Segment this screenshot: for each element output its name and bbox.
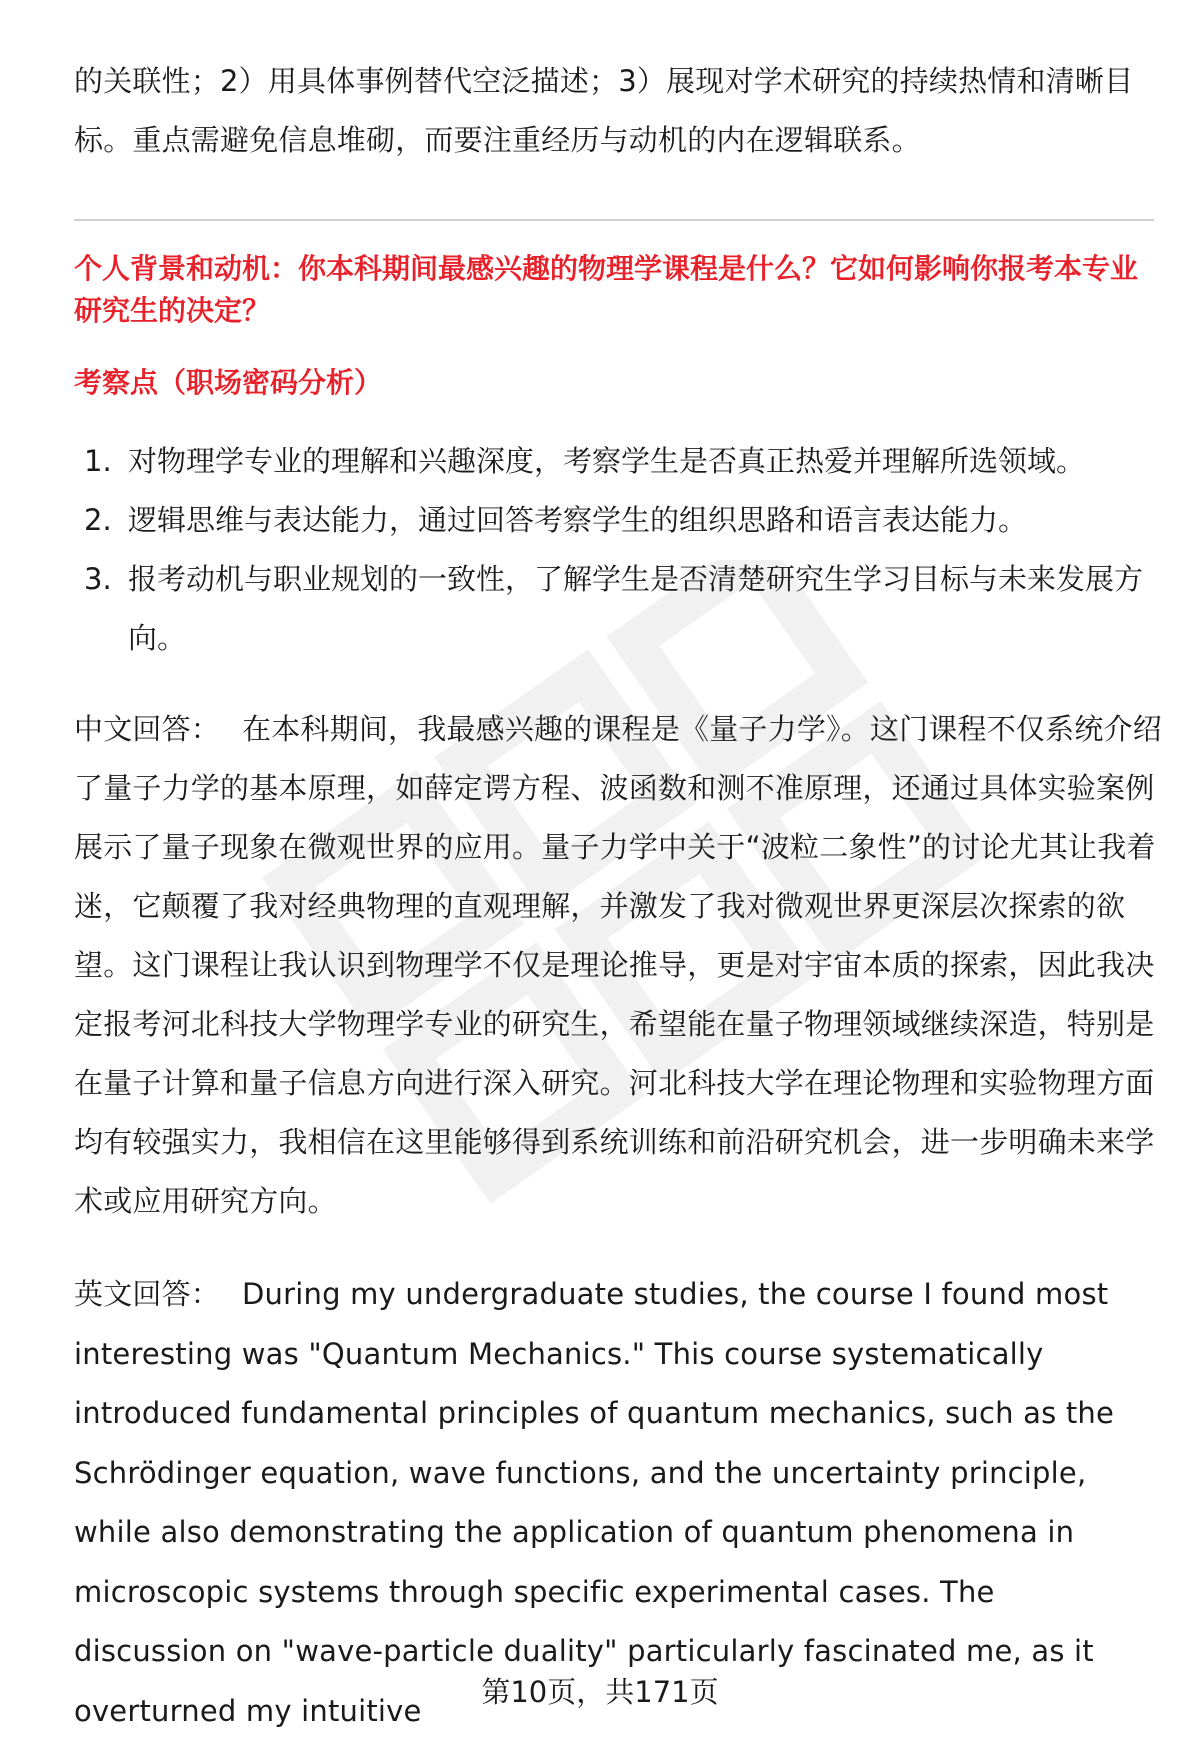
chinese-answer-label: 中文回答： — [74, 712, 221, 746]
list-item-number: 3. — [84, 562, 112, 596]
english-answer — [74, 1265, 1154, 1741]
chinese-answer — [74, 700, 1164, 1231]
list-item-text: 逻辑思维与表达能力，通过回答考察学生的组织思路和语言表达能力。 — [128, 503, 1028, 537]
list-item-number: 2. — [84, 503, 112, 537]
english-answer-label: 英文回答： — [74, 1277, 221, 1311]
list-item-number: 1. — [84, 444, 112, 478]
section-divider — [74, 219, 1154, 221]
list-item — [74, 432, 1164, 491]
list-item — [74, 550, 1164, 668]
list-item-text: 对物理学专业的理解和兴趣深度，考察学生是否真正热爱并理解所选领域。 — [128, 444, 1086, 478]
page-number-footer: 第10页，共171页 — [481, 1675, 719, 1709]
points-title: 考察点（职场密码分析） — [74, 366, 383, 399]
intro-paragraph: 的关联性；2）用具体事例替代空泛描述；3）展现对学术研究的持续热情和清晰目标。重点需避免信息堆砌，而要注重经历与动机的内在逻辑联系。 — [74, 64, 1134, 157]
points-list — [74, 432, 1164, 668]
english-answer-text: During my undergraduate studies, the course I found most interesting was "Quantum Mechanics." This course systematically introduced fundamental principles of quantum mechanics, such as the Schrödinger equation, wave functions, and the uncertainty principle, while also demonstrating the application of quantum phenomena in microscopic systems through specific experimental cases. The discussion on "wave-particle duality" particularly fascinated me, as it overturned my intuitive — [74, 1277, 1115, 1728]
list-item-text: 报考动机与职业规划的一致性，了解学生是否清楚研究生学习目标与未来发展方向。 — [128, 562, 1144, 655]
chinese-answer-text: 在本科期间，我最感兴趣的课程是《量子力学》。这门课程不仅系统介绍了量子力学的基本原理，如薛定谔方程、波函数和测不准原理，还通过具体实验案例展示了量子现象在微观世界的应用。量子力学中关于“波粒二象性”的讨论尤其让我着迷，它颠覆了我对经典物理的直观理解，并激发了我对微观世界更深层次探索的欲望。这门课程让我认识到物理学不仅是理论推导，更是对宇宙本质的探索，因此我决定报考河北科技大学物理学专业的研究生，希望能在量子物理领域继续深造，特别是在量子计算和量子信息方向进行深入研究。河北科技大学在理论物理和实验物理方面均有较强实力，我相信在这里能够得到系统训练和前沿研究机会，进一步明确未来学术或应用研究方向。 — [74, 712, 1162, 1218]
list-item — [74, 491, 1164, 550]
question-heading: 个人背景和动机：你本科期间最感兴趣的物理学课程是什么？它如何影响你报考本专业研究生的决定？ — [74, 252, 1139, 327]
